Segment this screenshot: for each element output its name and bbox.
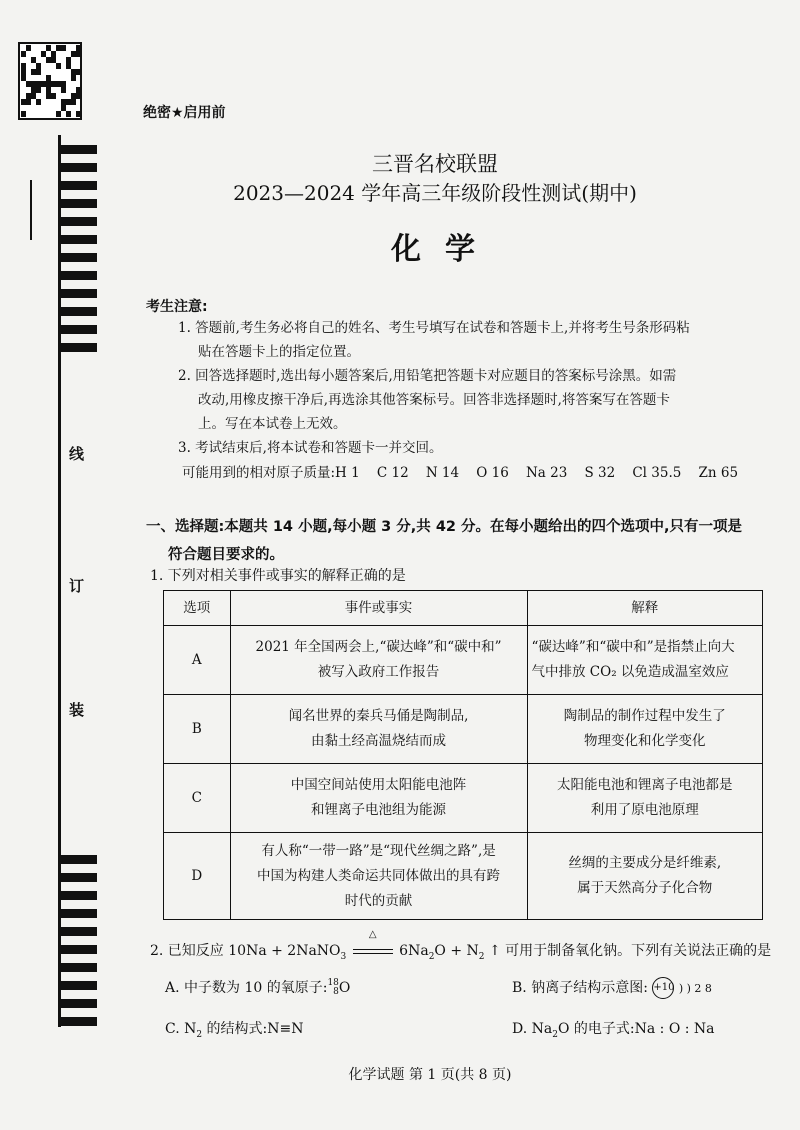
table-row [164,833,763,920]
notes-heading: 考生注意: [146,299,208,315]
cell-line: 中国空间站使用太阳能电池阵 [290,777,467,793]
option-text: C. N [165,1021,197,1037]
table-header-row [164,591,763,626]
fact-cell [230,695,527,764]
subscript: 2 [196,1029,203,1040]
cell-line: 闻名世界的秦兵马俑是陶制品, [288,708,469,724]
subject-title: 化学 [391,232,499,267]
qr-module [36,87,41,93]
qr-module [71,99,76,105]
stem-text: O + N [434,943,479,959]
question-1-table [163,590,763,920]
delta-symbol: △ [368,929,377,940]
explanation-cell [527,833,762,920]
option-text: B. 钠离子结构示意图: [512,980,648,996]
qr-module [21,51,26,57]
qr-module [71,75,76,81]
mass-number: 18 [327,978,339,988]
electron-shells: ) ) 2 8 [678,982,712,995]
binding-bar [61,307,97,316]
cell-line: 属于天然高分子化合物 [577,880,713,896]
atomic-number: 8 [333,987,339,997]
binding-bar [61,963,97,972]
note-line: 1. 答题前,考生务必将自己的姓名、考生号填写在试卷和答题卡上,并将考生号条形码粘 [178,320,690,336]
fact-cell [230,626,527,695]
oxygen-symbol: O [668,1021,681,1037]
qr-module [61,45,66,51]
option-a [165,977,350,997]
section-heading [146,513,766,569]
page-footer: 化学试题 第 1 页(共 8 页) [348,1067,512,1083]
explanation-cell [527,764,762,833]
option-text: A. 中子数为 10 的氧原子: [165,980,328,996]
qr-module [26,99,31,105]
cell-line: 陶制品的制作过程中发生了 [563,708,726,724]
binding-bar [61,891,97,900]
note-item [178,364,768,436]
shell-electrons: 2 8 [694,982,712,995]
atomic-masses: 可能用到的相对原子质量:H 1 C 12 N 14 O 16 Na 23 S 32 Cl 35.5 Zn 65 [182,465,739,481]
equals-sign [353,949,393,954]
cell-line: 中国为构建人类命运共同体做出的具有跨 [257,867,501,884]
option-text: : Na [680,1021,715,1037]
question-2-stem [150,929,772,962]
nucleus-circle: +10 [652,977,674,999]
cell-line: 太阳能电池和锂离子电池都是 [557,777,733,793]
option-text: D. Na [512,1021,553,1037]
heat-condition [351,929,395,959]
cell-line: 丝绸的主要成分是纤维素, [568,855,722,871]
fact-cell [230,833,527,920]
fact-cell [230,764,527,833]
element-symbol: O [338,980,351,996]
binding-bar [61,289,97,298]
cell-line: 利用了原电池原理 [590,802,699,818]
binding-bar [61,981,97,990]
qr-module [36,99,41,105]
option-c [165,1018,304,1040]
stem-text: 6Na [399,943,429,959]
note-line: 改动,用橡皮擦干净后,再选涂其他答案标号。回答非选择题时,将答案写在答题卡 [198,392,670,408]
column-header: 事件或事实 [230,591,527,626]
cell-line: 气中排放 CO₂ 以免造成温室效应 [531,664,729,680]
binding-bar [61,325,97,334]
section-line: 符合题目要求的。 [168,547,284,563]
qr-module [51,93,56,99]
option-text: O 的电子式:Na : [557,1021,669,1037]
table-row [164,626,763,695]
cell-line: 2021 年全国两会上,“碳达峰”和“碳中和” [255,639,502,655]
column-header: 解释 [527,591,762,626]
qr-module [61,87,66,93]
seal-char-bind: 装 [67,702,85,717]
question-1-stem: 1. 下列对相关事件或事实的解释正确的是 [150,568,406,584]
seal-char-order: 订 [67,578,85,593]
cell-line: 和锂离子电池组为能源 [311,802,447,818]
binding-bar [61,271,97,280]
binding-bar [61,927,97,936]
option-label: A [164,626,231,695]
cell-line: 物理变化和化学变化 [584,733,706,749]
qr-module [56,63,61,69]
option-label: C [164,764,231,833]
alliance-title: 三晋名校联盟 [372,152,498,176]
column-header: 选项 [164,591,231,626]
binding-bar [61,873,97,882]
binding-bar [61,855,97,864]
qr-module [76,93,81,99]
option-text: 的结构式:N≡N [202,1021,304,1037]
binding-bar [61,909,97,918]
note-line: 2. 回答选择题时,选出每小题答案后,用铅笔把答题卡对应题目的答案标号涂黑。如需 [178,368,677,384]
note-line: 贴在答题卡上的指定位置。 [198,344,360,360]
note-item [178,316,768,364]
stem-text: 2. 已知反应 10Na + 2NaNO [150,943,341,959]
cell-line: “碳达峰”和“碳中和”是指禁止向大 [531,639,735,655]
qr-module [36,69,41,75]
note-line: 上。写在本试卷上无效。 [198,416,347,432]
subscript: 3 [340,951,347,962]
option-b [512,977,712,999]
binding-bar [61,343,97,352]
binding-bar [61,945,97,954]
subscript: 2 [478,951,485,962]
cell-line: 时代的贡献 [344,892,413,909]
qr-module [76,51,81,57]
option-d [512,1018,715,1040]
qr-module [66,111,71,117]
option-label: B [164,695,231,764]
table-row [164,764,763,833]
qr-module [76,69,81,75]
note-item [178,436,768,460]
qr-module [76,111,81,117]
cell-line: 由黏土经高温烧结而成 [311,733,447,749]
confidential-label: 绝密★启用前 [143,105,226,121]
option-label: D [164,833,231,920]
nuclide-indices [327,979,338,997]
qr-module [56,111,61,117]
explanation-cell [527,626,762,695]
binding-bar [61,999,97,1008]
stem-text: ↑ 可用于制备氧化钠。下列有关说法正确的是 [488,943,772,959]
cell-line: 被写入政府工作报告 [317,664,440,680]
cell-line: 有人称“一带一路”是“现代丝绸之路”,是 [261,842,496,859]
subscript: 2 [428,951,435,962]
qr-module [21,111,26,117]
section-line: 一、选择题:本题共 14 小题,每小题 3 分,共 42 分。在每小题给出的四个选项中,只有一项是 [146,519,743,535]
binding-bar [61,1017,97,1026]
subscript: 2 [552,1029,558,1040]
qr-code [18,42,82,120]
exam-title: 2023—2024 学年高三年级阶段性测试(期中) [233,181,637,205]
table-row [164,695,763,764]
seal-char-line: 线 [67,446,85,461]
note-line: 3. 考试结束后,将本试卷和答题卡一并交回。 [178,440,443,456]
explanation-cell [527,695,762,764]
qr-module [26,45,31,51]
